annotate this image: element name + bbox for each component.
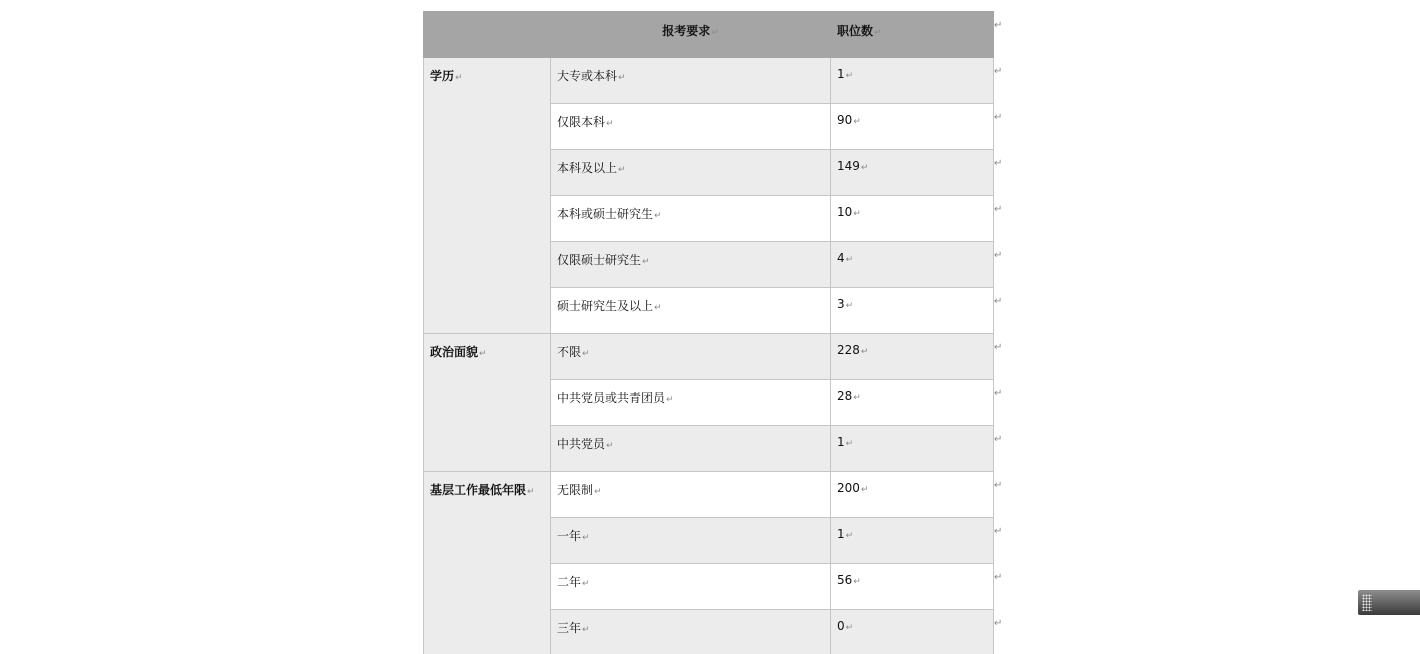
category-label: 学历 [430, 69, 455, 83]
paragraph-mark-icon: ↵ [860, 347, 869, 357]
paragraph-mark-icon: ↵ [606, 441, 614, 451]
paragraph-mark-icon: ↵ [654, 303, 662, 313]
requirement-cell [551, 288, 831, 334]
paragraph-mark-icon: ↵ [582, 349, 590, 359]
requirement-text: 二年 [557, 575, 582, 589]
paragraph-mark-icon: ↵ [853, 393, 861, 403]
count-value: 3 [837, 297, 845, 311]
row-end-mark-icon: ↵ [994, 66, 1003, 77]
table-body [424, 58, 994, 654]
requirement-text: 无限制 [557, 483, 594, 497]
requirement-cell [551, 150, 831, 196]
paragraph-mark-icon: ↵ [455, 73, 463, 83]
row-end-mark-icon: ↵ [994, 112, 1003, 123]
row-end-mark-icon: ↵ [994, 526, 1003, 537]
category-cell [424, 334, 551, 472]
grip-icon [1362, 594, 1372, 611]
count-cell [831, 426, 994, 472]
row-end-mark-icon: ↵ [994, 618, 1003, 629]
paragraph-mark-icon: ↵ [845, 71, 854, 81]
table-row [424, 334, 994, 380]
requirement-text: 中共党员 [557, 437, 606, 451]
category-label: 政治面貌 [430, 345, 479, 359]
category-cell [424, 472, 551, 654]
paragraph-mark-icon: ↵ [845, 301, 854, 311]
paragraph-mark-icon: ↵ [860, 163, 869, 173]
count-cell [831, 58, 994, 104]
count-value: 1 [837, 435, 845, 449]
requirement-text: 中共党员或共青团员 [557, 391, 666, 405]
count-value: 4 [837, 251, 845, 265]
header-count-label: 职位数 [837, 24, 874, 38]
row-end-mark-icon: ↵ [994, 158, 1003, 169]
paragraph-mark-icon: ↵ [845, 439, 854, 449]
requirement-text: 仅限本科 [557, 115, 606, 129]
paragraph-mark-icon: ↵ [582, 579, 590, 589]
paragraph-mark-icon: ↵ [711, 28, 719, 38]
paragraph-mark-icon: ↵ [666, 395, 674, 405]
row-end-mark-icon: ↵ [994, 204, 1003, 215]
count-cell [831, 380, 994, 426]
requirement-text: 硕士研究生及以上 [557, 299, 654, 313]
requirement-text: 仅限硕士研究生 [557, 253, 642, 267]
count-cell [831, 610, 994, 654]
paragraph-mark-icon: ↵ [654, 211, 662, 221]
count-cell [831, 196, 994, 242]
requirement-text: 本科及以上 [557, 161, 618, 175]
requirement-cell [551, 104, 831, 150]
count-cell [831, 288, 994, 334]
row-end-mark-icon: ↵ [994, 342, 1003, 353]
count-value: 56 [837, 573, 853, 587]
paragraph-mark-icon: ↵ [860, 485, 869, 495]
requirement-text: 本科或硕士研究生 [557, 207, 654, 221]
category-label: 基层工作最低年限 [430, 483, 527, 497]
paragraph-mark-icon: ↵ [606, 119, 614, 129]
row-end-mark-icon: ↵ [994, 296, 1003, 307]
paragraph-mark-icon: ↵ [853, 117, 861, 127]
count-cell [831, 242, 994, 288]
requirements-table [423, 11, 994, 654]
paragraph-mark-icon: ↵ [845, 255, 854, 265]
grip-handle[interactable] [1358, 590, 1420, 615]
paragraph-mark-icon: ↵ [853, 577, 861, 587]
count-cell [831, 150, 994, 196]
row-end-mark-icon: ↵ [994, 388, 1003, 399]
paragraph-mark-icon: ↵ [642, 257, 650, 267]
count-value: 1 [837, 527, 845, 541]
table-row [424, 472, 994, 518]
requirement-cell [551, 334, 831, 380]
row-end-mark-icon: ↵ [994, 434, 1003, 445]
count-value: 90 [837, 113, 853, 127]
paragraph-mark-icon: ↵ [479, 349, 487, 359]
requirement-cell [551, 610, 831, 654]
requirement-cell [551, 564, 831, 610]
row-end-mark-icon: ↵ [994, 20, 1003, 31]
paragraph-mark-icon: ↵ [845, 531, 854, 541]
paragraph-mark-icon: ↵ [594, 487, 602, 497]
count-value: 10 [837, 205, 853, 219]
header-category-cell [424, 12, 551, 58]
row-end-mark-icon: ↵ [994, 480, 1003, 491]
count-cell [831, 472, 994, 518]
requirement-cell [551, 426, 831, 472]
table-row [424, 58, 994, 104]
count-cell [831, 334, 994, 380]
paragraph-mark-icon: ↵ [618, 165, 626, 175]
header-count-cell [831, 12, 994, 58]
count-cell [831, 564, 994, 610]
count-value: 0 [837, 619, 845, 633]
count-cell [831, 518, 994, 564]
paragraph-mark-icon: ↵ [582, 533, 590, 543]
count-value: 28 [837, 389, 853, 403]
requirement-cell [551, 58, 831, 104]
count-cell [831, 104, 994, 150]
requirement-cell [551, 380, 831, 426]
requirement-text: 三年 [557, 621, 582, 635]
paragraph-mark-icon: ↵ [618, 73, 626, 83]
paragraph-mark-icon: ↵ [853, 209, 861, 219]
requirement-cell [551, 472, 831, 518]
requirement-cell [551, 242, 831, 288]
category-cell [424, 58, 551, 334]
table-header-row [424, 12, 994, 58]
requirement-cell [551, 518, 831, 564]
requirement-text: 不限 [557, 345, 582, 359]
row-end-mark-icon: ↵ [994, 572, 1003, 583]
paragraph-mark-icon: ↵ [527, 487, 535, 497]
header-requirement-cell [551, 12, 831, 58]
count-value: 1 [837, 67, 845, 81]
paragraph-mark-icon: ↵ [845, 623, 854, 633]
count-value: 200 [837, 481, 860, 495]
requirement-text: 大专或本科 [557, 69, 618, 83]
row-end-marks [994, 11, 1006, 654]
row-end-mark-icon: ↵ [994, 250, 1003, 261]
count-value: 228 [837, 343, 860, 357]
count-value: 149 [837, 159, 860, 173]
header-requirement-label: 报考要求 [662, 24, 711, 38]
paragraph-mark-icon: ↵ [874, 28, 882, 38]
paragraph-mark-icon: ↵ [582, 625, 590, 635]
requirement-text: 一年 [557, 529, 582, 543]
requirement-cell [551, 196, 831, 242]
